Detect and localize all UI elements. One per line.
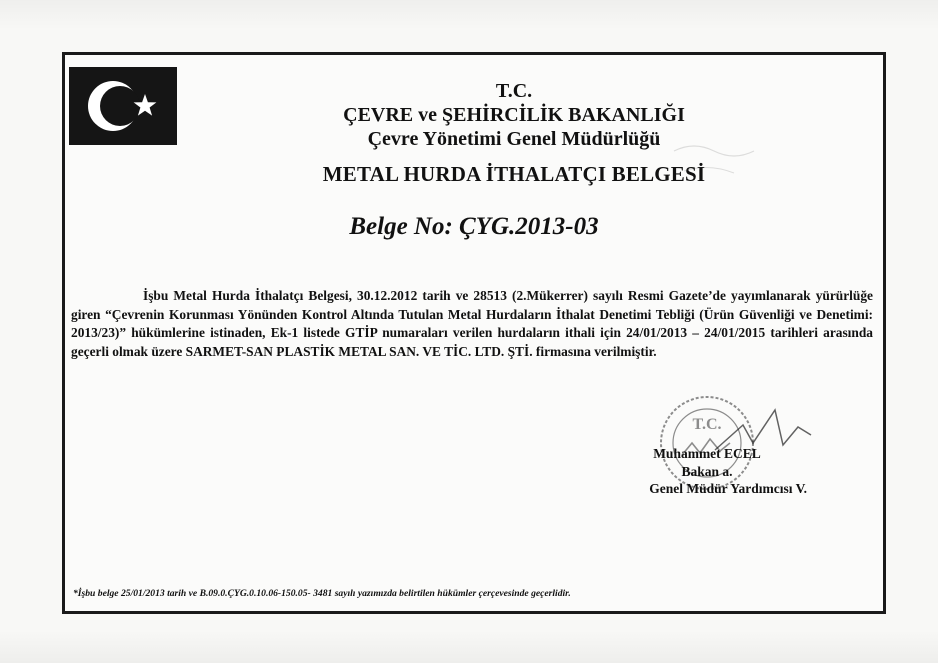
document-title: METAL HURDA İTHALATÇI BELGESİ: [322, 162, 706, 186]
signature-block: [607, 445, 807, 498]
ministry-name: ÇEVRE ve ŞEHİRCİLİK BAKANLIĞI: [343, 104, 685, 126]
directorate-name: Çevre Yönetimi Genel Müdürlüğü: [367, 128, 661, 150]
certificate-frame: [62, 52, 886, 614]
signatory-role: Bakan a.: [681, 463, 733, 479]
signatory-name: Muhammet ECEL: [653, 446, 761, 461]
certificate-body-text: İşbu Metal Hurda İthalatçı Belgesi, 30.12.2012 tarih ve 28513 (2.Mükerrer) sayılı Resmi Gazete’de yayımlanarak yürürlüğe giren “Çevrenin Korunması Yönünden Kontrol Altında Tutulan Metal Hurdaların İthalat Denetimi Tebliği (Ürün Güvenliği ve Denetimi: 2013/23)” hükümlerine istinaden, Ek-1 listede GTİP numaraları verilen hurdaların ithali için 24/01/2013 – 24/01/2015 tarihleri arasında geçerli olmak üzere SARMET-SAN PLASTİK METAL SAN. VE TİC. LTD. ŞTİ. firmasına verilmiştir.: [71, 288, 873, 359]
footnote: *İşbu belge 25/01/2013 tarih ve B.09.0.ÇYG.0.10.06-150.05- 3481 sayılı yazımızda belirtilen hükümler çerçevesinde geçerlidir.: [73, 588, 571, 599]
signatory-title: Genel Müdür Yardımcısı V.: [649, 481, 807, 496]
svg-text:T.C.: T.C.: [692, 416, 722, 433]
header-tc: T.C.: [495, 80, 533, 102]
document-number: Belge No: ÇYG.2013-03: [349, 213, 599, 240]
faint-stamp-mark: [669, 131, 779, 191]
crescent-star-flag-icon: [69, 67, 177, 145]
